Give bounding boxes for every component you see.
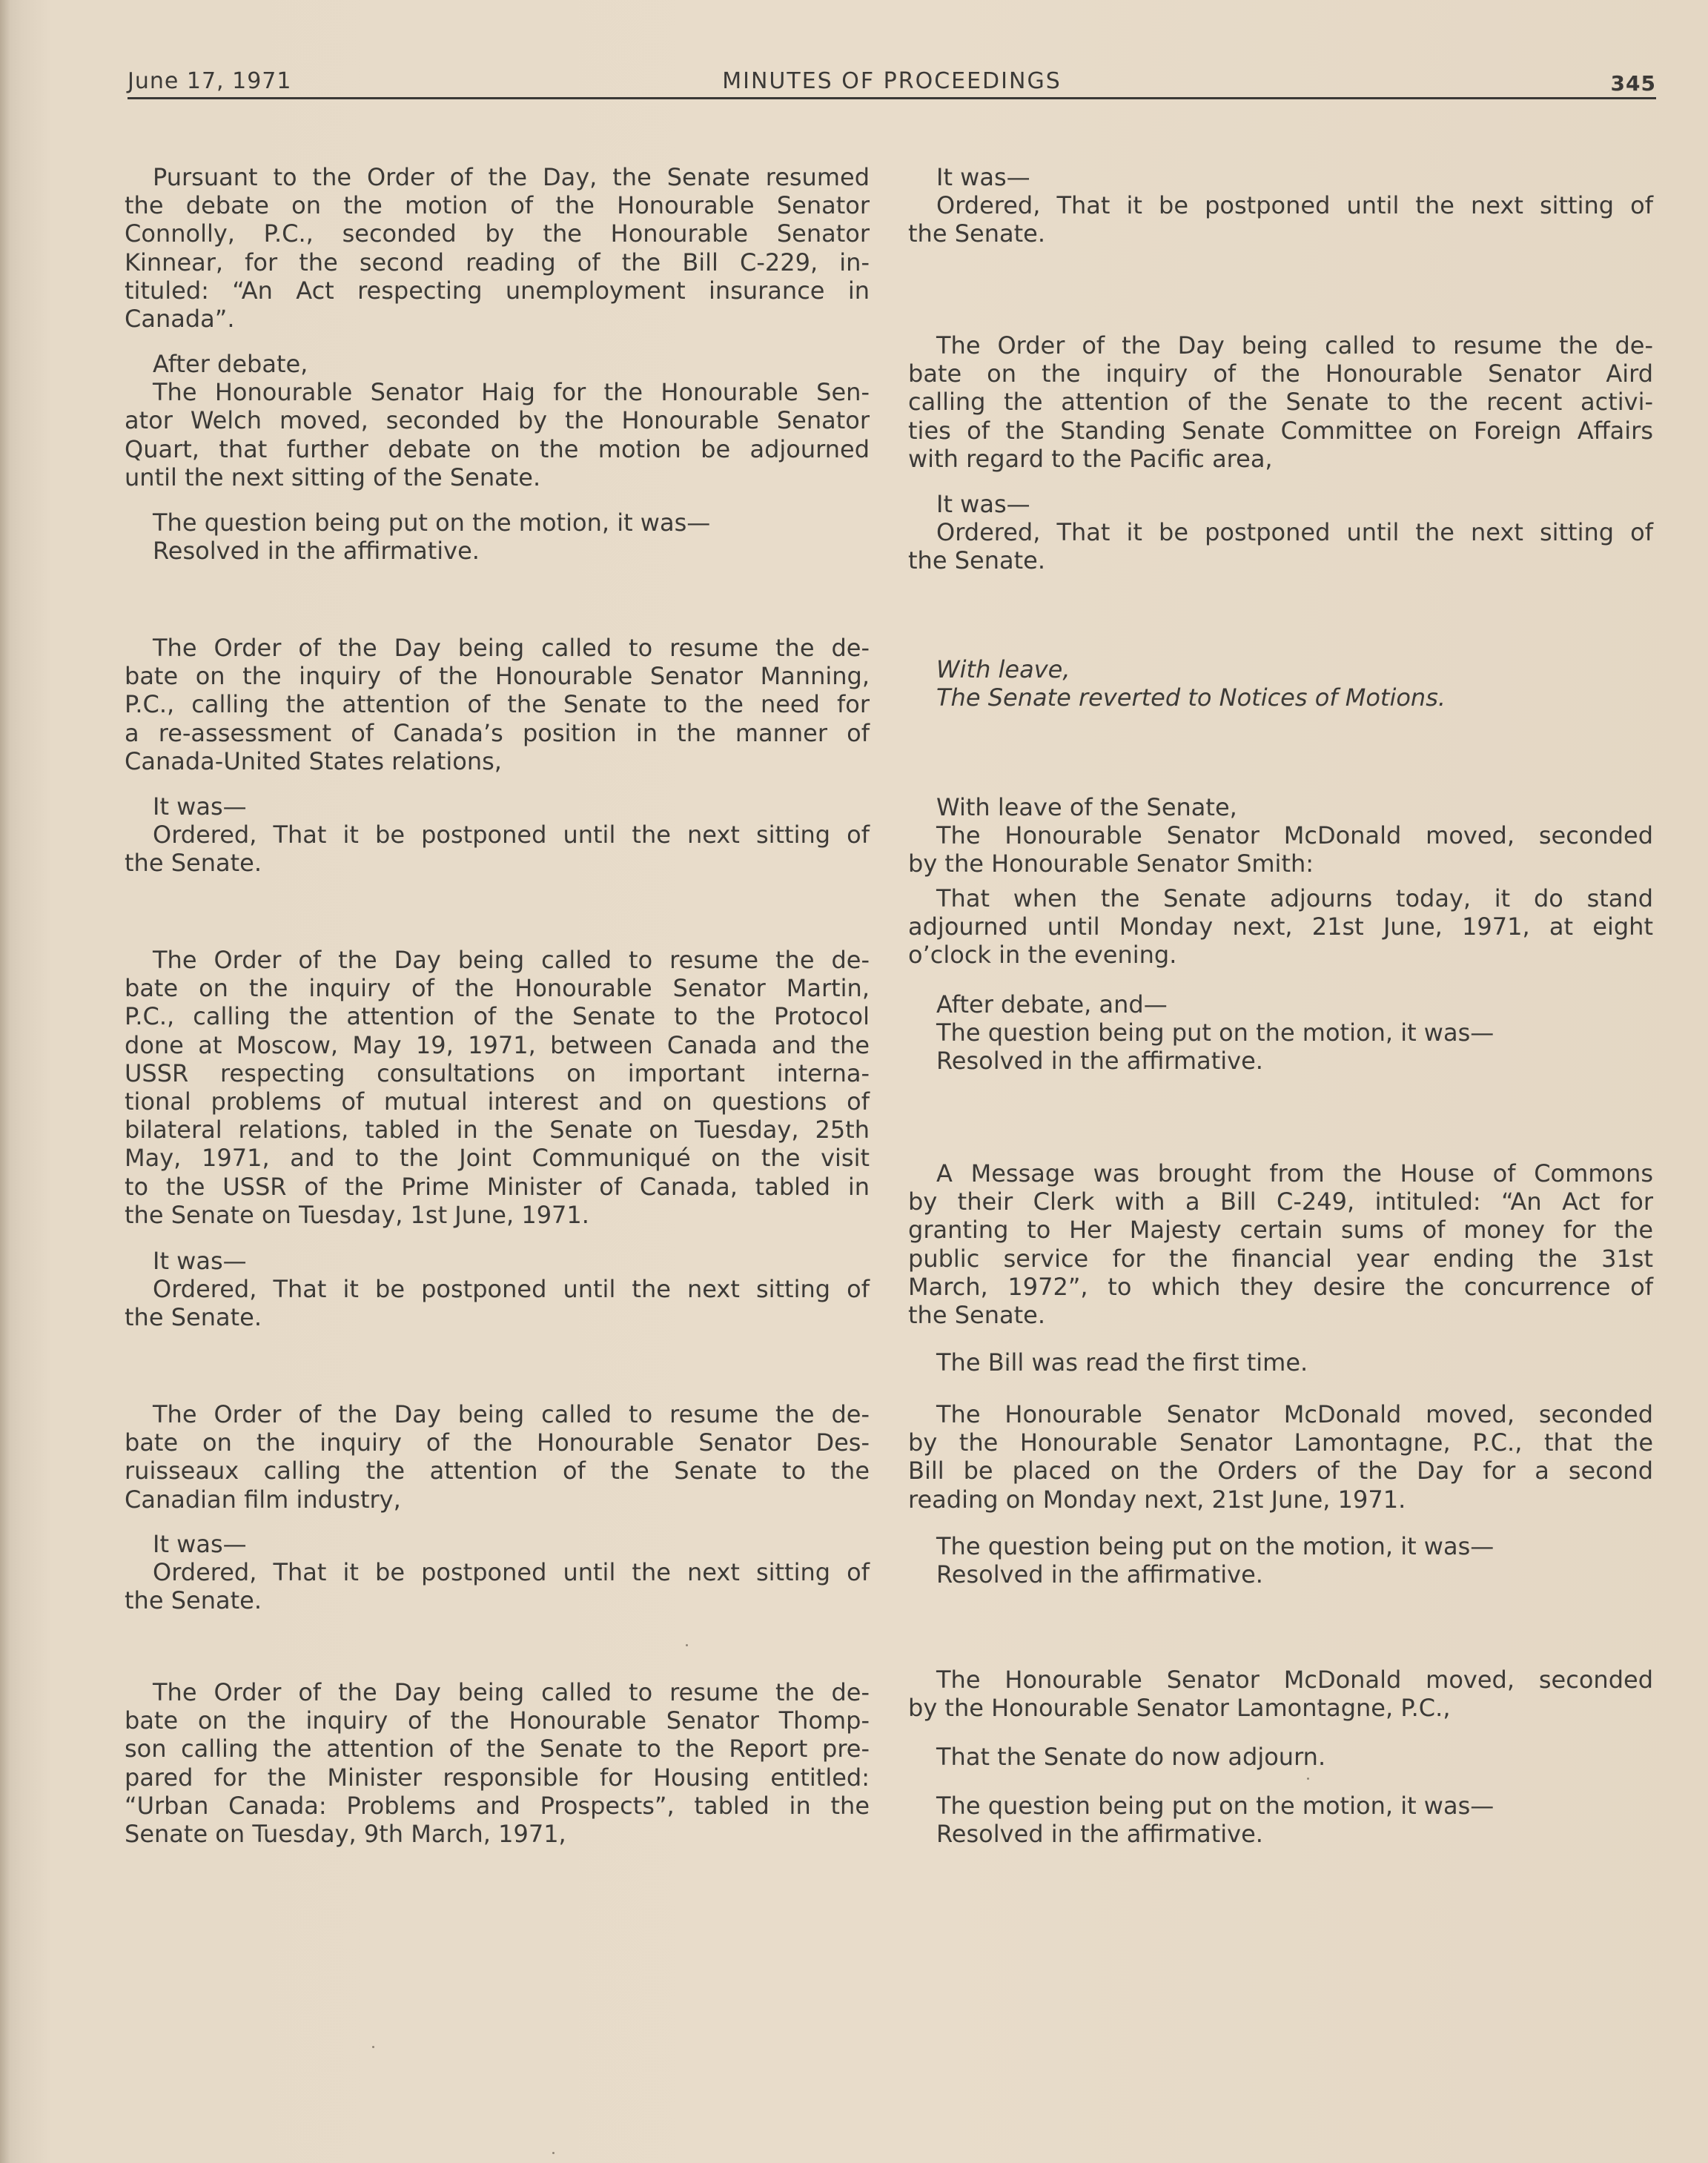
text-line: The Order of the Day being called to resume the de- [153,946,870,974]
text-line: “Urban Canada: Problems and Prospects”, tabled in the [125,1791,870,1820]
text-line: ties of the Standing Senate Committee on Foreign Affairs [908,416,1653,445]
text-line: It was— [153,1530,247,1558]
text-line: the Senate. [125,1586,262,1615]
text-line: May, 1971, and to the Joint Communiqué on the visit [125,1144,870,1173]
text-line: to the USSR of the Prime Minister of Canada, tabled in [125,1172,870,1201]
text-line: granting to Her Majesty certain sums of money for the [908,1216,1653,1245]
text-line: The Order of the Day being called to resume the de- [153,1678,870,1706]
paragraph-inquiry-desruisseaux [125,1400,870,1514]
text-line: pared for the Minister responsible for Housing entitled: [125,1763,870,1792]
text-line: bate on the inquiry of the Honourable Senator Martin, [125,974,870,1003]
text-line: The Order of the Day being called to resume the de- [936,331,1653,360]
text-line: Kinnear, for the second reading of the Bill C-229, in- [125,248,870,276]
paragraph-after-debate-adjourned [125,350,870,491]
text-line: Canadian film industry, [125,1485,401,1514]
text-line: That the Senate do now adjourn. [936,1743,1326,1771]
page-header [128,65,1656,99]
text-line: Ordered, That it be postponed until the next sitting of [936,191,1653,220]
paper-speck [686,1644,688,1646]
text-line: P.C., calling the attention of the Senate to the Protocol [125,1002,870,1031]
text-line: The question being put on the motion, it was— [936,1532,1494,1560]
text-line: tituled: “An Act respecting unemployment insurance in [125,276,870,305]
text-line: a re-assessment of Canada’s position in the manner of [125,718,870,747]
text-line: After debate, [153,350,308,378]
paragraph-message-bill-c249 [908,1159,1653,1329]
text-line: It was— [936,163,1030,191]
text-line: The Honourable Senator McDonald moved, seconded [936,1666,1653,1694]
text-line: Canada-United States relations, [125,746,502,775]
text-line: P.C., calling the attention of the Senate to the need for [125,690,870,719]
paper-speck [1307,1778,1309,1780]
text-line: The question being put on the motion, it was— [936,1018,1494,1047]
text-line: Quart, that further debate on the motion be adjourned [125,434,870,463]
text-line: the Senate. [125,1303,262,1332]
text-line: The Order of the Day being called to resume the de- [153,1400,870,1428]
text-line: Resolved in the affirmative. [153,537,480,566]
text-line: tional problems of mutual interest and on questions of [125,1087,870,1116]
text-line: the Senate. [908,1301,1045,1330]
text-line: Bill be placed on the Orders of the Day for a second [908,1457,1653,1485]
paragraph-mcdonald-second-reading [908,1400,1653,1514]
page-binding-edge [0,0,10,2163]
text-line: calling the attention of the Senate to the recent activi- [908,388,1653,417]
header-date: June 17, 1971 [128,68,292,94]
paragraph-after-debate-resolved [908,990,1653,1076]
text-line: Ordered, That it be postponed until the next sitting of [153,1275,870,1304]
paragraph-postponed-martin [125,1247,870,1332]
paragraph-adjourn-until-monday [908,884,1653,970]
text-line: son calling the attention of the Senate to the Report pre- [125,1735,870,1763]
text-line: The question being put on the motion, it was— [936,1792,1494,1820]
text-line: ator Welch moved, seconded by the Honourable Senator [125,406,870,435]
text-line: bate on the inquiry of the Honourable Senator Aird [908,360,1653,388]
page-number: 345 [1610,71,1656,96]
text-line: Resolved in the affirmative. [936,1047,1263,1076]
paragraph-mcdonald-adjourn-motion [908,1666,1653,1722]
text-line: by the Honourable Senator Lamontagne, P.C., that the [908,1428,1653,1457]
text-line: bate on the inquiry of the Honourable Senator Thomp- [125,1706,870,1735]
text-line: With leave, [936,655,1070,683]
text-line: with regard to the Pacific area, [908,444,1273,473]
paragraph-inquiry-martin [125,946,870,1229]
text-line: reading on Monday next, 21st June, 1971. [908,1485,1406,1514]
text-line: o’clock in the evening. [908,941,1177,970]
paragraph-resumed-debate-bill-c229 [125,163,870,333]
text-line: by the Honourable Senator Lamontagne, P.C., [908,1694,1451,1723]
paper-speck [372,2046,374,2048]
text-line: It was— [153,1247,247,1275]
header-rule [128,97,1656,99]
text-line: It was— [936,490,1030,518]
text-line: Canada”. [125,305,235,334]
text-line: by the Honourable Senator Smith: [908,849,1314,878]
text-line: Resolved in the affirmative. [936,1820,1263,1849]
text-line: Ordered, That it be postponed until the next sitting of [153,1558,870,1587]
text-line: A Message was brought from the House of Commons [936,1159,1653,1188]
text-line: Ordered, That it be postponed until the next sitting of [153,821,870,849]
text-line: After debate, and— [936,990,1168,1018]
paragraph-question-resolved-second [908,1532,1653,1589]
text-line: the debate on the motion of the Honourable Senator [125,191,870,220]
paragraph-postponed-thompson [908,163,1653,248]
text-line: The Honourable Senator Haig for the Honourable Sen- [153,378,870,407]
paragraph-inquiry-aird [908,331,1653,473]
paper-speck [552,2152,555,2154]
paragraph-final-resolved [908,1792,1653,1848]
paragraph-postponed-manning [125,792,870,878]
header-title: MINUTES OF PROCEEDINGS [722,68,1062,94]
paragraph-mcdonald-motion-smith [908,793,1653,878]
paragraph-senate-adjourn [908,1743,1653,1771]
text-line: Connolly, P.C., seconded by the Honourable Senator [125,219,870,248]
text-line: the Senate. [908,219,1045,248]
text-line: Resolved in the affirmative. [936,1560,1263,1589]
paragraph-question-resolved [125,509,870,565]
text-line: That when the Senate adjourns today, it do stand [936,884,1653,912]
paragraph-inquiry-thompson [125,1678,870,1848]
text-line: Senate on Tuesday, 9th March, 1971, [125,1820,566,1849]
text-line: bate on the inquiry of the Honourable Senator Des- [125,1428,870,1457]
text-line: Pursuant to the Order of the Day, the Senate resumed [153,163,870,191]
text-line: by their Clerk with a Bill C-249, intituled: “An Act for [908,1188,1653,1216]
text-line: It was— [153,792,247,821]
text-line: done at Moscow, May 19, 1971, between Canada and the [125,1030,870,1059]
text-line: Ordered, That it be postponed until the next sitting of [936,518,1653,547]
text-line: USSR respecting consultations on important interna- [125,1059,870,1087]
text-line: The Honourable Senator McDonald moved, seconded [936,821,1653,850]
text-line: The Bill was read the first time. [936,1348,1308,1377]
text-line: The question being put on the motion, it was— [153,509,711,537]
paragraph-postponed-desruisseaux [125,1530,870,1615]
text-line: March, 1972”, to which they desire the concurrence of [908,1272,1653,1301]
text-line: The Honourable Senator McDonald moved, seconded [936,1400,1653,1428]
text-line: The Order of the Day being called to resume the de- [153,634,870,662]
text-line: The Senate reverted to Notices of Motions. [936,683,1446,712]
text-line: the Senate. [908,546,1045,575]
text-line: the Senate. [125,849,262,878]
text-line: until the next sitting of the Senate. [125,463,541,491]
text-line: ruisseaux calling the attention of the Senate to the [125,1457,870,1485]
paragraph-bill-first-reading [908,1348,1653,1377]
text-line: With leave of the Senate, [936,793,1237,821]
text-line: public service for the financial year ending the 31st [908,1244,1653,1273]
paragraph-inquiry-manning [125,634,870,775]
paragraph-postponed-aird [908,490,1653,575]
text-line: adjourned until Monday next, 21st June, 1971, at eight [908,912,1653,941]
text-line: bilateral relations, tabled in the Senate on Tuesday, 25th [125,1116,870,1145]
text-line: bate on the inquiry of the Honourable Senator Manning, [125,662,870,691]
paragraph-with-leave-notices [908,655,1653,712]
text-line: the Senate on Tuesday, 1st June, 1971. [125,1200,589,1229]
